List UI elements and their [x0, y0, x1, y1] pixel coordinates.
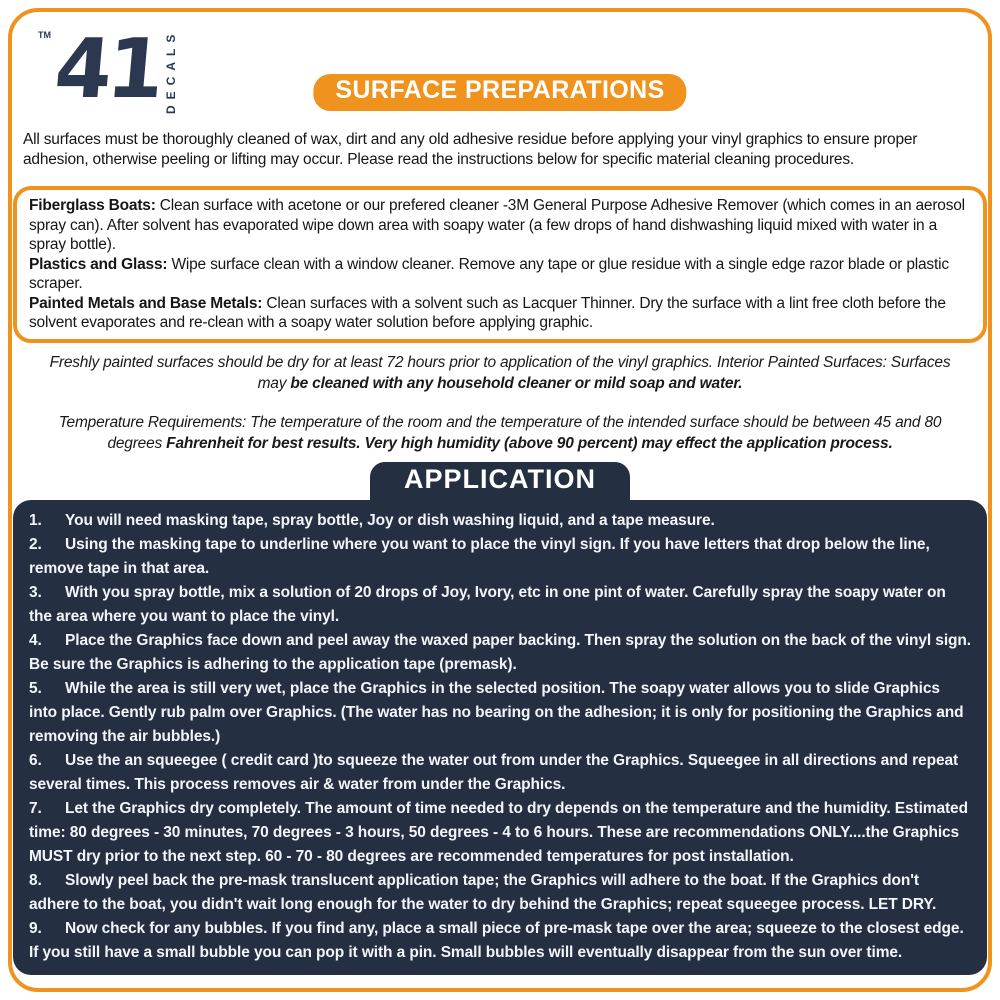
application-banner: APPLICATION	[370, 462, 630, 500]
material-plastics-glass	[29, 255, 971, 294]
material-label: Plastics and Glass:	[29, 255, 168, 273]
step-number: 1.	[29, 511, 42, 529]
application-step	[29, 533, 971, 581]
materials-box	[13, 186, 987, 343]
application-step	[29, 509, 971, 533]
note-text-bold: Fahrenheit for best results. Very high humidity (above 90 percent) may effect the application process.	[166, 434, 893, 452]
header	[13, 12, 987, 122]
material-label: Fiberglass Boats:	[29, 197, 156, 214]
step-text: While the area is still very wet, place the Graphics in the selected position. The soapy water allows you to slide Graphics into place. Gently rub palm over Graphics. (The water has no bearing on the adhesion; it is only for positioning the Graphics and removing the air bubbles.)	[29, 679, 964, 745]
step-number: 9.	[29, 919, 42, 937]
material-label: Painted Metals and Base Metals:	[29, 294, 263, 312]
step-number: 6.	[29, 751, 42, 769]
logo-vertical-text: DECALS	[164, 28, 179, 114]
step-text: Place the Graphics face down and peel away the waxed paper backing. Then spray the solution on the back of the vinyl sign. Be sure the Graphics is adhering to the application tape (premask).	[29, 631, 971, 673]
step-text: Using the masking tape to underline where you want to place the vinyl sign. If you have letters that drop below the line, remove tape in that area.	[29, 535, 930, 577]
step-text: Slowly peel back the pre-mask translucent application tape; the Graphics will adhere to the boat. If the Graphics don't adhere to the boat, you didn't wait long enough for the water to dry behind the Graphics; repeat squeegee process. LET DRY.	[29, 871, 937, 913]
material-fiberglass	[29, 196, 971, 255]
application-step	[29, 629, 971, 677]
step-number: 3.	[29, 583, 42, 601]
step-number: 4.	[29, 631, 42, 649]
material-painted-metals	[29, 294, 971, 333]
material-text: Wipe surface clean with a window cleaner. Remove any tape or glue residue with a single edge razor blade or plastic scraper.	[29, 255, 949, 292]
brand-logo	[38, 22, 179, 117]
trademark-symbol: TM	[38, 30, 51, 40]
step-text: Let the Graphics dry completely. The amount of time needed to dry depends on the temperature and the humidity. Estimated time: 80 degrees - 30 minutes, 70 degrees - 3 hours, 50 degrees - 4 to 6 hours. These are recommendations ONLY....the Graphics MUST dry prior to the next step. 60 - 70 - 80 degrees are recommended temperatures for post installation.	[29, 799, 968, 865]
application-step	[29, 677, 971, 749]
note-text-bold: be cleaned with any household cleaner or mild soap and water.	[290, 374, 743, 392]
application-step	[29, 869, 971, 917]
application-step	[29, 797, 971, 869]
surface-preparations-banner: SURFACE PREPARATIONS	[313, 74, 686, 111]
material-text: Clean surfaces with a solvent such as Lacquer Thinner. Dry the surface with a lint free cloth before the solvent evaporates and re-clean with a soapy water solution before applying graphic.	[29, 294, 946, 331]
application-step	[29, 581, 971, 629]
material-text: Clean surface with acetone or our prefered cleaner -3M General Purpose Adhesive Remover (which comes in an aerosol spray can). After solvent has evaporated wipe down area with soapy water (a few drops of hand dishwashing liquid mixed with water in a spray bottle).	[29, 197, 965, 253]
note-text: Freshly painted surfaces should be dry for at least 72 hours prior to application of the vinyl graphics. Interior Painted Surfaces: Surfaces may	[49, 353, 951, 392]
note-freshly-painted	[39, 352, 961, 394]
application-step	[29, 917, 971, 965]
application-steps-panel	[13, 500, 987, 975]
step-text: You will need masking tape, spray bottle, Joy or dish washing liquid, and a tape measure.	[65, 511, 715, 529]
step-number: 5.	[29, 679, 42, 697]
step-number: 7.	[29, 799, 42, 817]
step-text: Use the an squeegee ( credit card )to squeeze the water out from under the Graphics. Squeegee in all directions and repeat several times. This process removes air & water from under the Graphics.	[29, 751, 959, 793]
step-number: 8.	[29, 871, 42, 889]
step-text: Now check for any bubbles. If you find any, place a small piece of pre-mask tape over the area; squeeze to the closest edge. If you still have a small bubble you can pop it with a pin. Small bubbles will eventually disappear from the sun over time.	[29, 919, 964, 961]
application-step	[29, 749, 971, 797]
logo-number: 41	[50, 22, 164, 117]
instruction-sheet	[13, 12, 987, 975]
intro-paragraph: All surfaces must be thoroughly cleaned of wax, dirt and any old adhesive residue before applying your vinyl graphics to ensure proper adhesion, otherwise peeling or lifting may occur. Please read the instructions below for specific material cleaning procedures.	[23, 131, 918, 168]
step-text: With you spray bottle, mix a solution of 20 drops of Joy, Ivory, etc in one pint of water. Carefully spray the soapy water on the area where you want to place the vinyl.	[29, 583, 946, 625]
note-temperature	[39, 412, 961, 454]
note-text: Temperature Requirements: The temperature of the room and the temperature of the intended surface should be between 45 and 80 degrees	[58, 413, 942, 452]
step-number: 2.	[29, 535, 42, 553]
